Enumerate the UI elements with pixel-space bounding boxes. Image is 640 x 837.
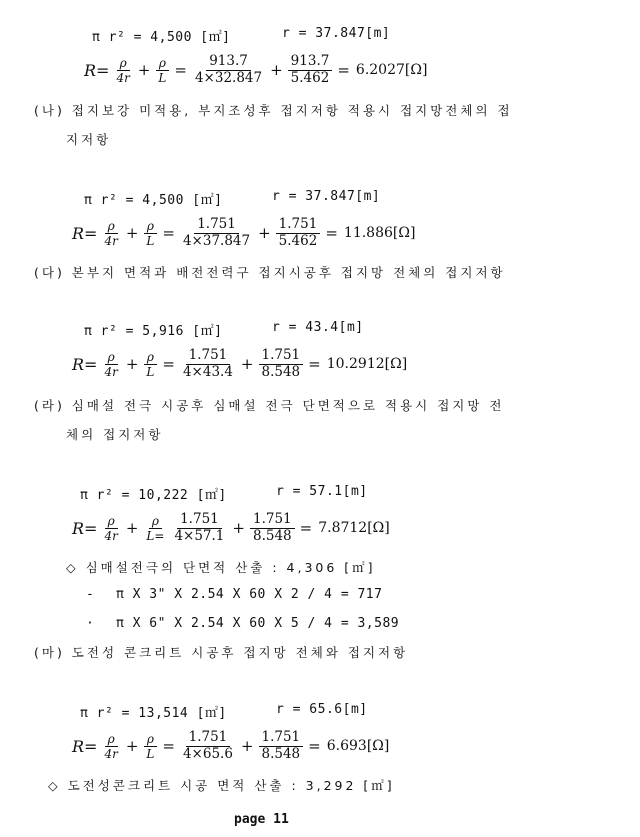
area-line-5-right: r = 65.6[m] <box>276 702 368 717</box>
section-heading-da: (다) 본부지 면적과 배전전력구 접지시공후 접지망 전체의 접지저항 <box>34 265 506 280</box>
area-line-1-left: π r² = 4,500 [㎡] <box>92 30 231 45</box>
note-concrete-area: ◇ 도전성콘크리트 시공 면적 산출 : 3,292 [㎡] <box>48 778 395 793</box>
calc-line-1: π X 3" X 2.54 X 60 X 2 / 4 = 717 <box>116 587 383 602</box>
area-line-4-right: r = 57.1[m] <box>276 484 368 499</box>
area-line-5-left: π r² = 13,514 [㎡] <box>80 706 227 721</box>
formula-result: 10.2912[Ω] <box>326 356 408 372</box>
formula-result: 7.8712[Ω] <box>318 520 390 536</box>
note-electrode-area: ◇ 심매설전극의 단면적 산출 : 4,306 [㎡] <box>66 560 376 575</box>
area-line-3-left: π r² = 5,916 [㎡] <box>84 324 223 339</box>
area-line-2-right: r = 37.847[m] <box>272 189 381 204</box>
formula-result: 6.2027[Ω] <box>355 62 428 78</box>
frac-value-1: $\frac{913.7}{4\times 32.847}$ <box>194 53 263 86</box>
area-line-3-right: r = 43.4[m] <box>272 320 364 335</box>
frac-rho-L: $\frac{\rho}{L}$ <box>155 57 169 84</box>
frac-rho-4r: $\frac{\rho}{4r}$ <box>116 55 130 85</box>
area-line-1-right: r = 37.847[m] <box>282 26 391 41</box>
section-heading-ra-cont: 체의 접지저항 <box>66 427 164 442</box>
formula-5: R= $\frac{\rho}{4r}$ + $\frac{\rho}{L}$ = $\frac{1.751}{4\times 65.6}$ + $\frac{1.751}{8.548}$ = 6.693[Ω] <box>72 729 390 762</box>
formula-result: 11.886[Ω] <box>343 225 416 241</box>
calc-line-2: π X 6" X 2.54 X 60 X 5 / 4 = 3,589 <box>116 616 400 631</box>
area-line-4-left: π r² = 10,222 [㎡] <box>80 488 227 503</box>
formula-4: R= $\frac{\rho}{4r}$ + $\frac{\rho}{L=}$ $\frac{1.751}{4\times 57.1}$ + $\frac{1.751}{8.548}$ = 7.8712[Ω] <box>72 511 390 544</box>
section-heading-na-cont: 지저항 <box>66 132 112 147</box>
section-heading-ra: (라) 심매설 전극 시공후 심매설 전극 단면적으로 적용시 접지망 전 <box>34 398 505 413</box>
page-number: page 11 <box>234 812 289 827</box>
formula-lhs: R= <box>84 60 110 80</box>
section-heading-na: (나) 접지보강 미적용, 부지조성후 접지저항 적용시 접지망전체의 접 <box>34 103 513 118</box>
formula-2: R= $\frac{\rho}{4r}$ + $\frac{\rho}{L}$ = $\frac{1.751}{4\times 37.847}$ + $\frac{1.751}{5.462}$ = 11.886[Ω] <box>72 216 416 249</box>
calc-marker-2: · <box>86 616 95 631</box>
section-heading-ma: (마) 도전성 콘크리트 시공후 접지망 전체와 접지저항 <box>34 645 409 660</box>
formula-result: 6.693[Ω] <box>326 738 390 754</box>
frac-value-2: $\frac{913.7}{5.462}$ <box>288 55 333 85</box>
area-line-2-left: π r² = 4,500 [㎡] <box>84 193 223 208</box>
formula-1: R= $\frac{\rho}{4r}$ + $\frac{\rho}{L}$ = $\frac{913.7}{4\times 32.847}$ + $\frac{913.7}{5.462}$ = 6.2027[Ω] <box>84 53 428 86</box>
calc-marker-1: - <box>86 587 95 602</box>
formula-3: R= $\frac{\rho}{4r}$ + $\frac{\rho}{L}$ = $\frac{1.751}{4\times 43.4}$ + $\frac{1.751}{8.548}$ = 10.2912[Ω] <box>72 347 408 380</box>
